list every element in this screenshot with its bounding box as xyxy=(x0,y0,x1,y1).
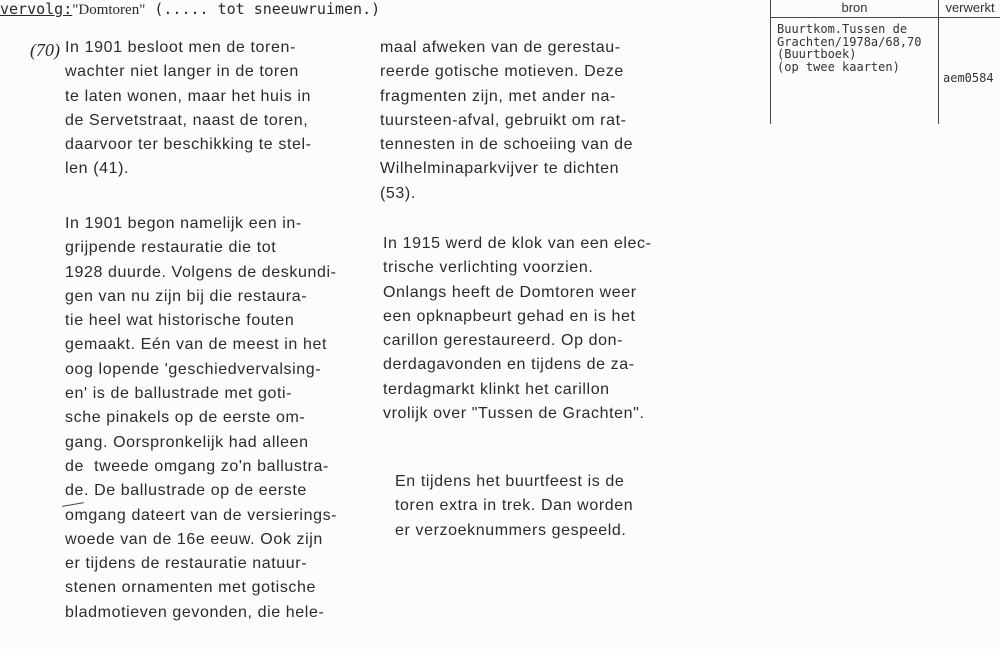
text-line: de tweede omgang zo'n ballustra- xyxy=(65,457,329,475)
text-line: er verzoeknummers gespeeld. xyxy=(395,521,627,539)
source-line: (op twee kaarten) xyxy=(777,59,900,74)
right-paragraph-1 xyxy=(380,36,633,206)
text-line: reerde gotische motieven. Deze xyxy=(380,63,624,81)
text-line: trische verlichting voorzien. xyxy=(383,259,594,277)
text-line: tennesten in de schoeiing van de xyxy=(380,136,634,154)
text-line: In 1901 begon namelijk een in- xyxy=(65,215,302,232)
text-line: vrolijk over "Tussen de Grachten". xyxy=(383,405,645,423)
source-line: Grachten/1978a/68,70 xyxy=(777,34,922,49)
text-line: bladmotieven gevonden, die hele- xyxy=(65,603,325,621)
reference-table-header xyxy=(771,0,1000,18)
text-line: toren extra in trek. Dan worden xyxy=(395,497,634,515)
header-suffix: (..... tot sneeuwruimen.) xyxy=(145,0,381,18)
text-line: fragmenten zijn, met ander na- xyxy=(380,87,616,105)
right-paragraph-3 xyxy=(395,470,633,543)
column-header-source: bron xyxy=(841,0,868,15)
text-line: gen van nu zijn bij die restaura- xyxy=(65,287,308,305)
text-line: sche pinakels op de eerste om- xyxy=(65,409,306,427)
text-line: wachter niet langer in de toren xyxy=(65,63,299,81)
text-line: de Servetstraat, naast de toren, xyxy=(65,111,309,129)
source-cell xyxy=(777,23,922,73)
source-line: (Buurtboek) xyxy=(777,47,857,61)
text-line: oog lopende 'geschiedvervalsing- xyxy=(65,360,322,378)
text-line: In 1901 besloot men de toren- xyxy=(65,39,296,56)
text-line: een opknapbeurt gehad en is het xyxy=(383,307,636,325)
column-header-processed: verwerkt xyxy=(945,0,995,15)
text-line: daarvoor ter beschikking te stel- xyxy=(65,136,312,154)
text-line: tie heel wat historische fouten xyxy=(65,312,295,330)
text-line: En tijdens het buurtfeest is de xyxy=(395,473,625,490)
text-line: terdagmarkt klinkt het carillon xyxy=(383,380,610,398)
text-line: (53). xyxy=(380,184,416,202)
text-line: derdagavonden en tijdens de za- xyxy=(383,356,635,374)
text-line: gang. Oorspronkelijk had alleen xyxy=(65,433,309,451)
text-line: te laten wonen, maar het huis in xyxy=(65,87,312,105)
source-line: Buurtkom.Tussen de xyxy=(777,22,908,36)
header-title: "Domtoren" xyxy=(72,2,146,18)
text-line: omgang dateert van de versierings- xyxy=(65,506,338,524)
text-line: Wilhelminaparkvijver te dichten xyxy=(380,160,620,178)
text-line: de. De ballustrade op de eerste xyxy=(65,482,307,500)
reference-table xyxy=(770,0,1000,124)
header-label: vervolg: xyxy=(0,0,73,18)
text-line: grijpende restauratie die tot xyxy=(65,239,277,257)
left-paragraph-1 xyxy=(65,36,312,182)
text-line: 1928 duurde. Volgens de deskundi- xyxy=(65,263,337,281)
text-line: er tijdens de restauratie natuur- xyxy=(65,555,308,573)
text-line: Onlangs heeft de Domtoren weer xyxy=(383,283,637,301)
text-line: In 1915 werd de klok van een elec- xyxy=(383,235,652,252)
text-line: carillon gerestaureerd. Op don- xyxy=(383,332,624,350)
left-paragraph-2 xyxy=(65,212,337,625)
margin-note: (70) xyxy=(30,40,60,60)
text-line: len (41). xyxy=(65,160,130,178)
text-line: stenen ornamenten met gotische xyxy=(65,579,317,597)
page-header xyxy=(0,0,380,19)
text-line: maal afweken van de gerestau- xyxy=(380,39,621,56)
right-paragraph-2 xyxy=(383,232,652,426)
text-line: gemaakt. Eén van de meest in het xyxy=(65,336,328,354)
text-line: tuursteen-afval, gebruikt om rat- xyxy=(380,111,627,129)
text-line: woede van de 16e eeuw. Ook zijn xyxy=(65,530,323,548)
text-line: en' is de ballustrade met goti- xyxy=(65,385,293,403)
column-divider xyxy=(938,0,939,124)
processed-code: aem0584 xyxy=(943,71,994,85)
